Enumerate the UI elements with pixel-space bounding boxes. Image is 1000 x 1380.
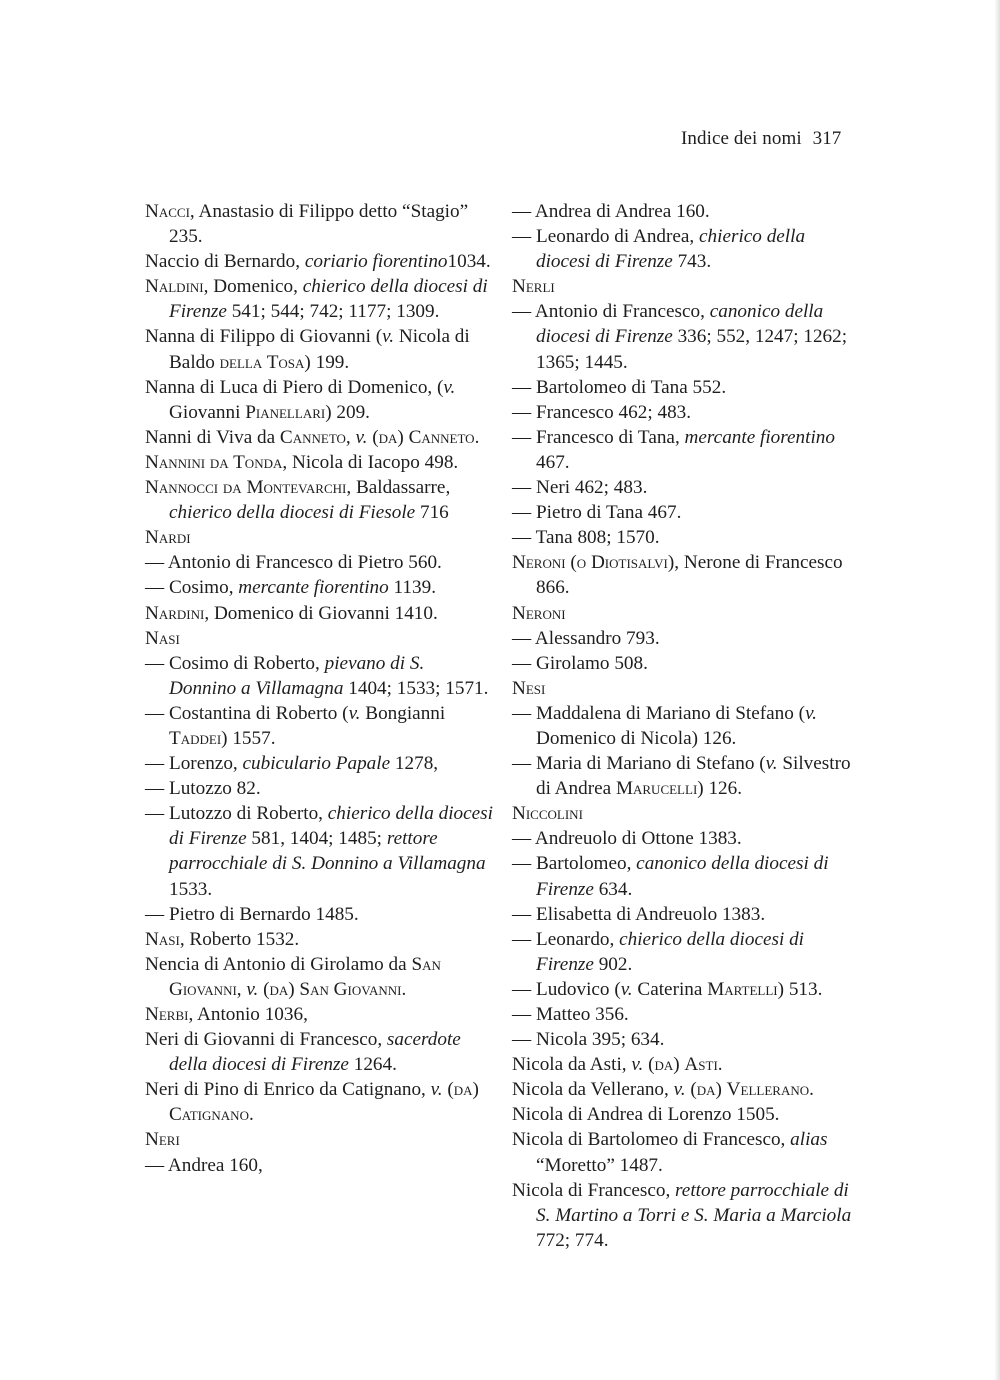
- index-entry: [512, 1027, 860, 1052]
- index-entry: [512, 1178, 860, 1253]
- entry-text: — Andrea 160,: [145, 1154, 263, 1176]
- entry-text: — Costantina di Roberto (: [145, 702, 349, 724]
- entry-text: rettore parrocchiale di S. Donnino a Villamagna: [169, 828, 486, 875]
- entry-text: — Bartolomeo,: [512, 853, 637, 875]
- index-entry: [145, 575, 495, 600]
- index-entry: [145, 249, 495, 274]
- entry-text: .: [809, 1079, 814, 1101]
- index-entry: [512, 299, 860, 374]
- index-entry: [512, 199, 860, 224]
- entry-text: , Anastasio di Filippo detto “Stagio” 235.: [169, 201, 469, 248]
- index-entry: [512, 400, 860, 425]
- entry-text: .: [717, 1054, 723, 1076]
- entry-text: 541; 544; 742; 1177; 1309.: [226, 301, 440, 323]
- entry-text: 467.: [536, 451, 570, 473]
- index-entry: [512, 1002, 860, 1027]
- entry-text: .: [474, 426, 480, 448]
- entry-text: .: [401, 978, 407, 1000]
- index-entry: [145, 651, 495, 701]
- entry-text: alias: [790, 1129, 828, 1151]
- index-entry: [145, 601, 495, 626]
- entry-text: Silvestro di Andrea: [536, 753, 851, 800]
- entry-text: .: [248, 1104, 254, 1126]
- index-entry: [512, 1127, 860, 1177]
- entry-text: Pianellari: [245, 401, 326, 423]
- index-entry: [145, 1027, 495, 1077]
- entry-text: Domenico di Nicola) 126.: [536, 727, 737, 749]
- index-entry: [512, 375, 860, 400]
- page-number: 317: [812, 128, 842, 149]
- index-entry: [512, 626, 860, 651]
- entry-text: 1404; 1533; 1571.: [343, 677, 489, 699]
- entry-text: — Andreuolo di Ottone 1383.: [512, 828, 742, 850]
- page-edge-shadow: [994, 0, 1000, 1380]
- entry-text: canonico della diocesi di Firenze: [536, 853, 829, 900]
- entry-text: cubiculario Papale: [242, 753, 391, 775]
- entry-text: — Lutozzo di Roberto,: [145, 803, 328, 825]
- entry-text: ,: [345, 426, 356, 448]
- entry-text: Nanna di Luca di Piero di Domenico, (: [145, 376, 444, 398]
- entry-text: Neroni: [512, 602, 566, 624]
- entry-text: Nardi: [145, 527, 191, 549]
- entry-text: (: [643, 1054, 655, 1076]
- entry-text: v.: [246, 978, 259, 1000]
- index-entry: [512, 525, 860, 550]
- entry-text: — Nicola 395; 634.: [512, 1029, 665, 1051]
- entry-text: da: [378, 426, 398, 448]
- index-entry: [512, 751, 860, 801]
- entry-text: ) 209.: [325, 401, 370, 423]
- entry-text: (: [367, 426, 379, 448]
- entry-text: v.: [430, 1079, 443, 1101]
- entry-text: Neroni: [512, 552, 566, 574]
- entry-text: coriario fiorentino: [304, 251, 448, 273]
- entry-text: Nacci: [145, 201, 190, 222]
- entry-text: Martelli: [707, 978, 778, 1000]
- entry-text: chierico della diocesi di Fiesole: [169, 502, 416, 524]
- running-header: [681, 128, 841, 150]
- entry-text: Nanni di Viva da: [145, 426, 280, 448]
- entry-text: — Andrea di Andrea 160.: [512, 201, 710, 222]
- entry-text: — Francesco di Tana,: [512, 426, 685, 448]
- entry-text: Naccio di Bernardo,: [145, 251, 305, 273]
- index-entry: [512, 425, 860, 475]
- entry-text: (: [685, 1079, 697, 1101]
- entry-text: Nerbi: [145, 1004, 189, 1025]
- entry-text: chierico della diocesi di Firenze: [169, 276, 488, 323]
- entry-text: Vellerano: [726, 1079, 810, 1101]
- index-entry: [512, 651, 860, 676]
- entry-text: da: [453, 1079, 473, 1101]
- entry-text: , Roberto 1532.: [179, 928, 300, 950]
- entry-text: Niccolini: [512, 803, 583, 825]
- entry-text: da: [269, 978, 289, 1000]
- entry-text: (: [442, 1079, 454, 1101]
- index-column-right: [512, 199, 860, 1253]
- entry-text: — Neri 462; 483.: [512, 477, 648, 499]
- entry-text: ): [673, 1054, 685, 1076]
- entry-text: — Maddalena di Mariano di Stefano (: [512, 702, 806, 724]
- entry-text: 902.: [593, 953, 633, 975]
- entry-text: 581, 1404; 1485;: [246, 828, 387, 850]
- index-entry: [512, 676, 860, 701]
- entry-text: o Diotisalvi: [576, 552, 668, 574]
- entry-text: 1278,: [390, 753, 439, 775]
- index-entry: [512, 851, 860, 901]
- entry-text: canonico della diocesi di Firenze: [536, 301, 824, 348]
- entry-text: Nicola da Vellerano,: [512, 1079, 674, 1101]
- entry-text: da: [654, 1054, 674, 1076]
- entry-text: ): [715, 1079, 727, 1101]
- entry-text: chierico della diocesi di Firenze: [536, 226, 806, 273]
- index-entry: [512, 977, 860, 1002]
- entry-text: — Leonardo di Andrea,: [512, 226, 700, 248]
- index-entry: [512, 1052, 860, 1077]
- entry-text: — Girolamo 508.: [512, 652, 648, 674]
- entry-text: Nicola di Baldo: [169, 326, 470, 373]
- entry-text: “Moretto” 1487.: [536, 1154, 663, 1176]
- index-entry: [145, 701, 495, 751]
- index-entry: [145, 1153, 495, 1178]
- index-entry: [145, 1002, 495, 1027]
- entry-text: — Pietro di Bernardo 1485.: [145, 903, 359, 925]
- entry-text: 772; 774.: [536, 1229, 609, 1251]
- entry-text: ): [397, 426, 409, 448]
- index-entry: [512, 826, 860, 851]
- entry-text: Nanna di Filippo di Giovanni (: [145, 326, 383, 348]
- entry-text: — Tana 808; 1570.: [512, 527, 660, 549]
- entry-text: ) 513.: [777, 978, 823, 1000]
- index-entry: [512, 224, 860, 274]
- entry-text: Neri: [145, 1129, 180, 1151]
- entry-text: Nesi: [512, 677, 546, 699]
- entry-text: Neri di Pino di Enrico da Catignano,: [145, 1079, 431, 1101]
- entry-text: 336; 552, 1247; 1262; 1365; 1445.: [536, 326, 848, 373]
- entry-text: rettore parrocchiale di S. Martino a Torri e S. Maria a Marciola: [536, 1179, 852, 1226]
- entry-text: chierico della diocesi di Firenze: [169, 803, 493, 850]
- entry-text: San Giovanni: [299, 978, 402, 1000]
- index-entry: [145, 927, 495, 952]
- entry-text: 1139.: [388, 577, 437, 599]
- entry-text: pievano di S. Donnino a Villamagna: [169, 652, 425, 699]
- entry-text: — Elisabetta di Andreuolo 1383.: [512, 903, 766, 925]
- entry-text: chierico della diocesi di Firenze: [536, 928, 805, 975]
- entry-text: Nerli: [512, 276, 555, 298]
- entry-text: , Domenico,: [203, 276, 303, 298]
- entry-text: Nicola di Francesco,: [512, 1179, 676, 1201]
- entry-text: ,: [236, 978, 247, 1000]
- index-entry: [145, 751, 495, 776]
- entry-text: (: [565, 552, 577, 574]
- entry-text: Asti: [684, 1054, 718, 1076]
- index-entry: [512, 1077, 860, 1102]
- entry-text: Nardini: [145, 602, 205, 624]
- entry-text: ) 1557.: [221, 727, 276, 749]
- index-column-left: [145, 199, 495, 1178]
- entry-text: v.: [765, 753, 778, 775]
- entry-text: v.: [805, 702, 817, 724]
- entry-text: , Antonio 1036,: [188, 1004, 308, 1025]
- index-entry: [145, 1077, 495, 1127]
- entry-text: ): [472, 1079, 479, 1101]
- index-entry: [512, 475, 860, 500]
- entry-text: — Antonio di Francesco di Pietro 560.: [145, 552, 442, 574]
- index-entry: [145, 626, 495, 651]
- entry-text: Naldini: [145, 276, 204, 298]
- entry-text: Marucelli: [615, 778, 698, 800]
- index-entry: [145, 525, 495, 550]
- index-entry: [145, 475, 495, 525]
- entry-text: 716: [415, 502, 449, 524]
- index-entry: [145, 450, 495, 475]
- index-entry: [145, 952, 495, 1002]
- entry-text: — Antonio di Francesco,: [512, 301, 710, 323]
- entry-text: San Giovanni: [169, 953, 441, 1000]
- entry-text: , Baldassarre,: [346, 477, 451, 499]
- entry-text: ) 126.: [697, 778, 743, 800]
- entry-text: v.: [631, 1054, 644, 1076]
- entry-text: Nannocci da Montevarchi: [145, 477, 347, 499]
- entry-text: — Bartolomeo di Tana 552.: [512, 376, 727, 398]
- entry-text: v.: [620, 978, 633, 1000]
- entry-text: — Maria di Mariano di Stefano (: [512, 753, 766, 775]
- entry-text: v.: [355, 426, 368, 448]
- entry-text: Canneto: [408, 426, 475, 448]
- index-entry: [512, 550, 860, 600]
- entry-text: — Cosimo di Roberto,: [145, 652, 325, 674]
- entry-text: — Lutozzo 82.: [145, 778, 261, 800]
- entry-text: — Alessandro 793.: [512, 627, 660, 649]
- index-entry: [145, 274, 495, 324]
- entry-text: 634.: [593, 878, 633, 900]
- index-entry: [512, 801, 860, 826]
- entry-text: Nicola da Asti,: [512, 1054, 632, 1076]
- entry-text: Bongianni: [360, 702, 446, 724]
- entry-text: sacerdote della diocesi di Firenze: [169, 1029, 461, 1076]
- index-entry: [145, 801, 495, 901]
- running-header-title: Indice dei nomi: [681, 128, 802, 149]
- entry-text: 1533.: [169, 878, 213, 900]
- index-entry: [512, 500, 860, 525]
- entry-text: ): [288, 978, 300, 1000]
- entry-text: , Nicola di Iacopo 498.: [282, 451, 459, 473]
- index-entry: [512, 701, 860, 751]
- index-entry: [512, 902, 860, 927]
- entry-text: v.: [673, 1079, 686, 1101]
- entry-text: ), Nerone di Francesco 866.: [536, 552, 843, 599]
- entry-text: Giovanni: [169, 401, 246, 423]
- entry-text: Nasi: [145, 627, 180, 649]
- entry-text: Taddei: [169, 727, 222, 749]
- index-entry: [145, 776, 495, 801]
- entry-text: Nasi: [145, 928, 180, 950]
- entry-text: Nencia di Antonio di Girolamo da: [145, 953, 412, 975]
- index-entry: [512, 601, 860, 626]
- entry-text: — Lorenzo,: [145, 753, 243, 775]
- entry-text: Neri di Giovanni di Francesco,: [145, 1029, 387, 1051]
- entry-text: mercante fiorentino: [684, 426, 835, 448]
- index-entry: [512, 274, 860, 299]
- entry-text: v.: [348, 702, 361, 724]
- entry-text: (: [258, 978, 270, 1000]
- index-entry: [145, 375, 495, 425]
- index-entry: [145, 902, 495, 927]
- entry-text: — Leonardo,: [512, 928, 620, 950]
- entry-text: Canneto: [279, 426, 346, 448]
- entry-text: — Matteo 356.: [512, 1004, 629, 1025]
- entry-text: v.: [443, 376, 456, 398]
- entry-text: — Cosimo,: [145, 577, 239, 599]
- index-entry: [145, 324, 495, 374]
- entry-text: 743.: [672, 251, 712, 273]
- entry-text: — Francesco 462; 483.: [512, 401, 692, 423]
- entry-text: della Tosa: [219, 351, 305, 373]
- entry-text: ) 199.: [304, 351, 350, 373]
- index-entry: [145, 1127, 495, 1152]
- entry-text: da: [696, 1079, 716, 1101]
- entry-text: Nicola di Andrea di Lorenzo 1505.: [512, 1104, 780, 1126]
- entry-text: Caterina: [632, 978, 708, 1000]
- entry-text: , Domenico di Giovanni 1410.: [204, 602, 438, 624]
- index-entry: [145, 425, 495, 450]
- index-entry: [512, 927, 860, 977]
- entry-text: — Pietro di Tana 467.: [512, 502, 682, 524]
- entry-text: Nicola di Bartolomeo di Francesco,: [512, 1129, 791, 1151]
- entry-text: v.: [382, 326, 395, 348]
- entry-text: Catignano: [169, 1104, 249, 1126]
- index-entry: [512, 1102, 860, 1127]
- entry-text: — Ludovico (: [512, 978, 621, 1000]
- entry-text: 1034.: [447, 251, 491, 273]
- entry-text: mercante fiorentino: [238, 577, 389, 599]
- index-entry: [145, 550, 495, 575]
- index-entry: [145, 199, 495, 249]
- entry-text: Nannini da Tonda: [145, 451, 283, 473]
- entry-text: 1264.: [348, 1054, 397, 1076]
